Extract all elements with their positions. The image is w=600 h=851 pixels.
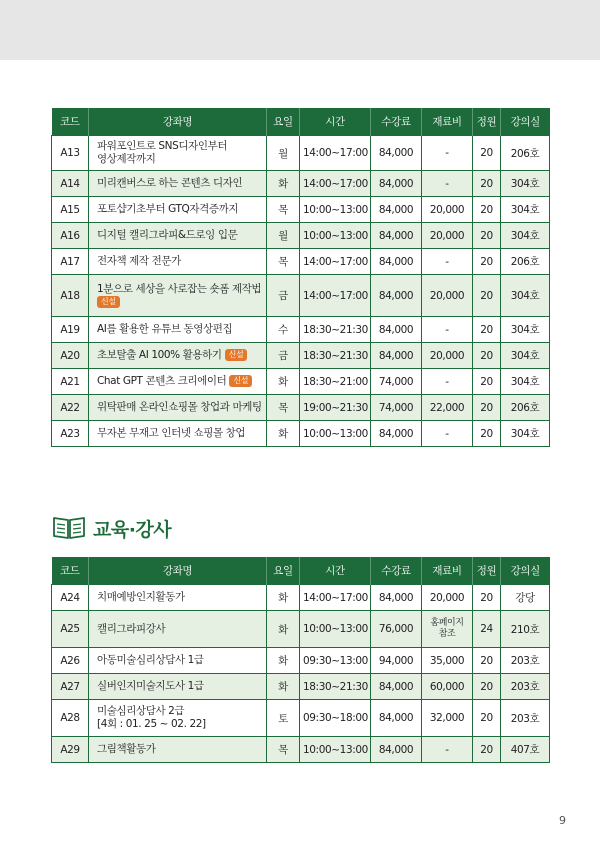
new-course-badge: 신설 (97, 296, 120, 308)
table-row (52, 197, 550, 223)
course-name-line1: 초보탈출 AI 100% 활용하기 (97, 349, 222, 361)
cell-course-name (89, 369, 267, 395)
cell-day: 화 (267, 369, 300, 395)
cell-course-name: 치매예방인지활동가 (89, 585, 267, 611)
cell-day: 목 (267, 395, 300, 421)
table-row (52, 674, 550, 700)
table-row (52, 585, 550, 611)
table-row (52, 171, 550, 197)
cell-fee: 84,000 (371, 421, 422, 447)
top-band (0, 0, 600, 60)
cell-room: 407호 (501, 737, 550, 763)
cell-capacity: 20 (473, 737, 501, 763)
cell-course-name: 그림책활동가 (89, 737, 267, 763)
cell-day: 화 (267, 674, 300, 700)
cell-material: - (422, 369, 473, 395)
cell-capacity: 20 (473, 395, 501, 421)
cell-code: A14 (52, 171, 89, 197)
table-row (52, 611, 550, 648)
cell-time: 09:30~18:00 (300, 700, 371, 737)
cell-course-name: 디지털 캘리그라피&드로잉 입문 (89, 223, 267, 249)
course-name-line2: [4회 : 01. 25 ~ 02. 22] (97, 718, 206, 730)
table-row (52, 737, 550, 763)
cell-fee: 74,000 (371, 369, 422, 395)
cell-course-name: 무자본 무재고 인터넷 쇼핑몰 창업 (89, 421, 267, 447)
table-row (52, 395, 550, 421)
cell-capacity: 20 (473, 674, 501, 700)
col-header-room: 강의실 (501, 557, 550, 585)
col-header-name: 강좌명 (89, 557, 267, 585)
cell-time: 18:30~21:30 (300, 317, 371, 343)
cell-time: 10:00~13:00 (300, 421, 371, 447)
cell-time: 14:00~17:00 (300, 275, 371, 317)
cell-day: 화 (267, 611, 300, 648)
cell-code: A19 (52, 317, 89, 343)
table-row (52, 275, 550, 317)
cell-room: 304호 (501, 317, 550, 343)
cell-capacity: 20 (473, 421, 501, 447)
cell-room: 강당 (501, 585, 550, 611)
cell-code: A16 (52, 223, 89, 249)
cell-time: 18:30~21:30 (300, 674, 371, 700)
col-header-capacity: 정원 (473, 108, 501, 136)
cell-fee: 84,000 (371, 171, 422, 197)
cell-code: A28 (52, 700, 89, 737)
new-course-badge: 신설 (229, 375, 252, 387)
cell-fee: 84,000 (371, 275, 422, 317)
open-book-icon (52, 515, 86, 541)
cell-day: 화 (267, 421, 300, 447)
cell-room: 206호 (501, 395, 550, 421)
cell-fee: 84,000 (371, 737, 422, 763)
col-header-room: 강의실 (501, 108, 550, 136)
cell-time: 14:00~17:00 (300, 136, 371, 171)
cell-time: 19:00~21:30 (300, 395, 371, 421)
cell-room: 210호 (501, 611, 550, 648)
cell-capacity: 20 (473, 369, 501, 395)
table-row (52, 223, 550, 249)
section-title: 교육·강사 (93, 518, 172, 541)
cell-fee: 84,000 (371, 223, 422, 249)
cell-capacity: 20 (473, 275, 501, 317)
cell-code: A22 (52, 395, 89, 421)
cell-fee: 76,000 (371, 611, 422, 648)
cell-day: 화 (267, 585, 300, 611)
table-row (52, 136, 550, 171)
cell-course-name: 전자책 제작 전문가 (89, 249, 267, 275)
cell-fee: 84,000 (371, 700, 422, 737)
cell-material: 20,000 (422, 343, 473, 369)
course-table-education (51, 557, 550, 763)
cell-course-name: 실버인지미술지도사 1급 (89, 674, 267, 700)
cell-code: A17 (52, 249, 89, 275)
col-header-code: 코드 (52, 557, 89, 585)
cell-fee: 84,000 (371, 197, 422, 223)
cell-material: 22,000 (422, 395, 473, 421)
cell-day: 금 (267, 275, 300, 317)
table-row (52, 648, 550, 674)
cell-course-name: 포토샵기초부터 GTQ자격증까지 (89, 197, 267, 223)
cell-material: 35,000 (422, 648, 473, 674)
cell-day: 목 (267, 249, 300, 275)
cell-material: - (422, 737, 473, 763)
cell-room: 203호 (501, 674, 550, 700)
course-name-line1: 파워포인트로 SNS디자인부터 (97, 140, 228, 152)
cell-time: 10:00~13:00 (300, 737, 371, 763)
cell-material: 32,000 (422, 700, 473, 737)
cell-capacity: 20 (473, 585, 501, 611)
cell-time: 10:00~13:00 (300, 611, 371, 648)
cell-day: 화 (267, 648, 300, 674)
cell-code: A18 (52, 275, 89, 317)
cell-capacity: 20 (473, 136, 501, 171)
cell-room: 304호 (501, 197, 550, 223)
cell-room: 206호 (501, 249, 550, 275)
cell-day: 목 (267, 197, 300, 223)
cell-time: 14:00~17:00 (300, 171, 371, 197)
cell-day: 화 (267, 171, 300, 197)
cell-capacity: 20 (473, 249, 501, 275)
col-header-name: 강좌명 (89, 108, 267, 136)
cell-course-name: 캘리그라피강사 (89, 611, 267, 648)
course-table-digital (51, 108, 550, 447)
cell-material: - (422, 249, 473, 275)
cell-code: A26 (52, 648, 89, 674)
cell-fee: 74,000 (371, 395, 422, 421)
cell-code: A29 (52, 737, 89, 763)
cell-material: - (422, 317, 473, 343)
cell-fee: 84,000 (371, 249, 422, 275)
cell-capacity: 20 (473, 343, 501, 369)
cell-fee: 84,000 (371, 317, 422, 343)
cell-fee: 84,000 (371, 343, 422, 369)
cell-material: - (422, 421, 473, 447)
cell-course-name (89, 700, 267, 737)
col-header-day: 요일 (267, 557, 300, 585)
cell-code: A15 (52, 197, 89, 223)
course-name-line1: Chat GPT 콘텐츠 크리에이터 (97, 375, 227, 387)
col-header-fee: 수강료 (371, 108, 422, 136)
cell-time: 14:00~17:00 (300, 249, 371, 275)
cell-time: 10:00~13:00 (300, 197, 371, 223)
cell-room: 304호 (501, 369, 550, 395)
cell-time: 18:30~21:30 (300, 343, 371, 369)
cell-room: 206호 (501, 136, 550, 171)
cell-material (422, 611, 473, 648)
cell-code: A20 (52, 343, 89, 369)
cell-day: 월 (267, 223, 300, 249)
cell-material: 20,000 (422, 275, 473, 317)
cell-day: 목 (267, 737, 300, 763)
col-header-material: 재료비 (422, 557, 473, 585)
cell-room: 304호 (501, 275, 550, 317)
course-name-line1: 미술심리상담사 2급 (97, 705, 185, 717)
cell-material: 20,000 (422, 223, 473, 249)
cell-time: 09:30~13:00 (300, 648, 371, 674)
cell-capacity: 20 (473, 223, 501, 249)
cell-day: 월 (267, 136, 300, 171)
col-header-material: 재료비 (422, 108, 473, 136)
cell-fee: 84,000 (371, 674, 422, 700)
cell-fee: 84,000 (371, 136, 422, 171)
cell-course-name: AI를 활용한 유튜브 동영상편집 (89, 317, 267, 343)
cell-capacity: 24 (473, 611, 501, 648)
table-row (52, 700, 550, 737)
cell-code: A13 (52, 136, 89, 171)
cell-room: 203호 (501, 648, 550, 674)
cell-material: - (422, 136, 473, 171)
table-row (52, 343, 550, 369)
cell-code: A25 (52, 611, 89, 648)
cell-day: 수 (267, 317, 300, 343)
cell-material: 20,000 (422, 585, 473, 611)
cell-material: - (422, 171, 473, 197)
cell-code: A27 (52, 674, 89, 700)
col-header-time: 시간 (300, 108, 371, 136)
cell-course-name (89, 343, 267, 369)
cell-day: 토 (267, 700, 300, 737)
col-header-code: 코드 (52, 108, 89, 136)
cell-room: 304호 (501, 343, 550, 369)
col-header-capacity: 정원 (473, 557, 501, 585)
material-line1: 홈페이지 (430, 618, 464, 628)
table-row (52, 249, 550, 275)
table-row (52, 421, 550, 447)
cell-room: 304호 (501, 421, 550, 447)
cell-course-name (89, 136, 267, 171)
cell-course-name: 미리캔버스로 하는 콘텐츠 디자인 (89, 171, 267, 197)
col-header-time: 시간 (300, 557, 371, 585)
cell-course-name: 아동미술심리상담사 1급 (89, 648, 267, 674)
new-course-badge: 신설 (225, 349, 248, 361)
cell-course-name (89, 275, 267, 317)
page-number: 9 (559, 814, 566, 827)
cell-capacity: 20 (473, 700, 501, 737)
table-row (52, 369, 550, 395)
cell-capacity: 20 (473, 648, 501, 674)
section-heading (52, 514, 171, 542)
cell-capacity: 20 (473, 197, 501, 223)
cell-room: 304호 (501, 223, 550, 249)
course-name-line1: 1분으로 세상을 사로잡는 숏폼 제작법 (97, 282, 262, 295)
col-header-fee: 수강료 (371, 557, 422, 585)
cell-material: 20,000 (422, 197, 473, 223)
cell-room: 304호 (501, 171, 550, 197)
cell-time: 14:00~17:00 (300, 585, 371, 611)
table-header-row (52, 108, 550, 136)
table-row (52, 317, 550, 343)
course-name-line2: 영상제작까지 (97, 153, 156, 165)
cell-code: A21 (52, 369, 89, 395)
cell-capacity: 20 (473, 171, 501, 197)
cell-capacity: 20 (473, 317, 501, 343)
cell-room: 203호 (501, 700, 550, 737)
cell-time: 18:30~21:00 (300, 369, 371, 395)
table-header-row (52, 557, 550, 585)
cell-time: 10:00~13:00 (300, 223, 371, 249)
cell-course-name: 위탁판매 온라인쇼핑몰 창업과 마케팅 (89, 395, 267, 421)
material-line2: 참조 (438, 629, 456, 639)
cell-day: 금 (267, 343, 300, 369)
cell-code: A24 (52, 585, 89, 611)
cell-fee: 84,000 (371, 585, 422, 611)
cell-fee: 94,000 (371, 648, 422, 674)
col-header-day: 요일 (267, 108, 300, 136)
cell-material: 60,000 (422, 674, 473, 700)
cell-code: A23 (52, 421, 89, 447)
